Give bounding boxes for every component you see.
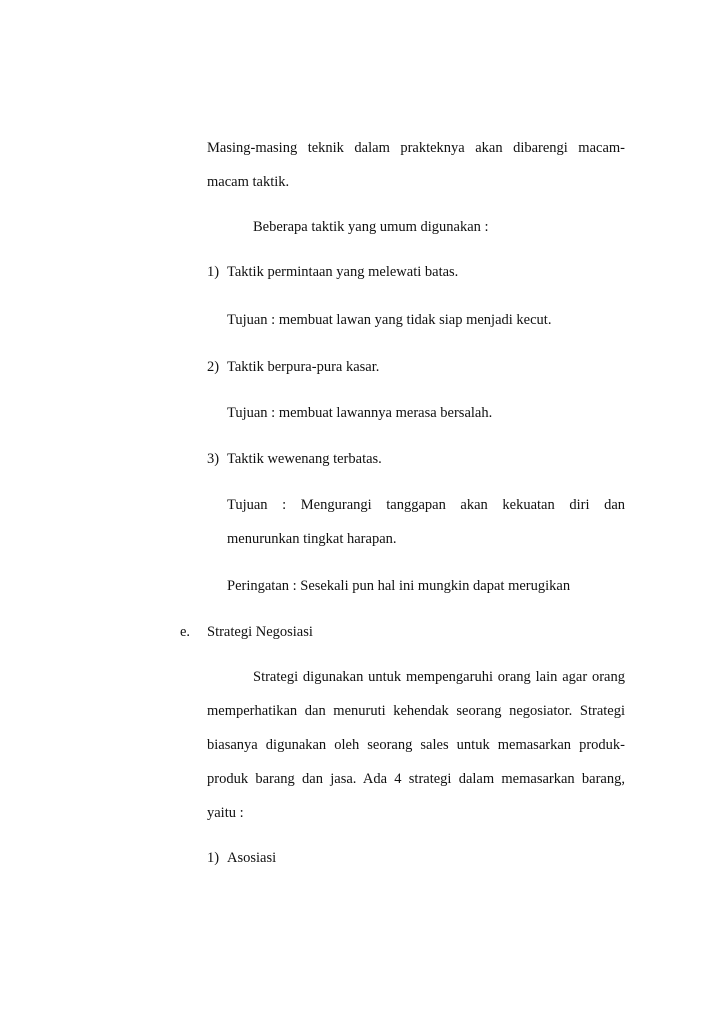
tactic-2-number: 2) bbox=[207, 359, 220, 375]
section-e-para-line-2: memperhatikan dan menuruti kehendak seorang negosiator. Strategi bbox=[207, 703, 625, 719]
strategy-1-label: Asosiasi bbox=[227, 850, 277, 866]
section-e-para-line-1: Strategi digunakan untuk mempengaruhi orang lain agar orang bbox=[253, 669, 625, 685]
tactics-intro: Beberapa taktik yang umum digunakan : bbox=[253, 219, 489, 235]
tactic-3-warning: Peringatan : Sesekali pun hal ini mungkin dapat merugikan bbox=[227, 578, 571, 594]
tactic-3-purpose-line-1: Tujuan : Mengurangi tanggapan akan kekuatan diri dan bbox=[227, 497, 625, 513]
tactic-1-number: 1) bbox=[207, 264, 220, 280]
tactic-1-title: Taktik permintaan yang melewati batas. bbox=[227, 264, 459, 280]
section-e-para-line-5: yaitu : bbox=[207, 805, 244, 821]
strategy-1-number: 1) bbox=[207, 850, 220, 866]
tactic-1-purpose: Tujuan : membuat lawan yang tidak siap menjadi kecut. bbox=[227, 312, 552, 328]
section-e-para-line-3: biasanya digunakan oleh seorang sales untuk memasarkan produk- bbox=[207, 737, 625, 753]
section-e-marker: e. bbox=[180, 624, 191, 640]
intro-line-2: macam taktik. bbox=[207, 174, 290, 190]
tactic-3-title: Taktik wewenang terbatas. bbox=[227, 451, 382, 467]
tactic-3-number: 3) bbox=[207, 451, 220, 467]
tactic-2-purpose: Tujuan : membuat lawannya merasa bersalah. bbox=[227, 405, 493, 421]
intro-line-1: Masing-masing teknik dalam prakteknya akan dibarengi macam- bbox=[207, 140, 625, 156]
section-e-para-line-4: produk barang dan jasa. Ada 4 strategi dalam memasarkan barang, bbox=[207, 771, 625, 787]
tactic-3-purpose-line-2: menurunkan tingkat harapan. bbox=[227, 531, 397, 547]
section-e-heading: Strategi Negosiasi bbox=[207, 624, 313, 640]
tactic-2-title: Taktik berpura-pura kasar. bbox=[227, 359, 380, 375]
